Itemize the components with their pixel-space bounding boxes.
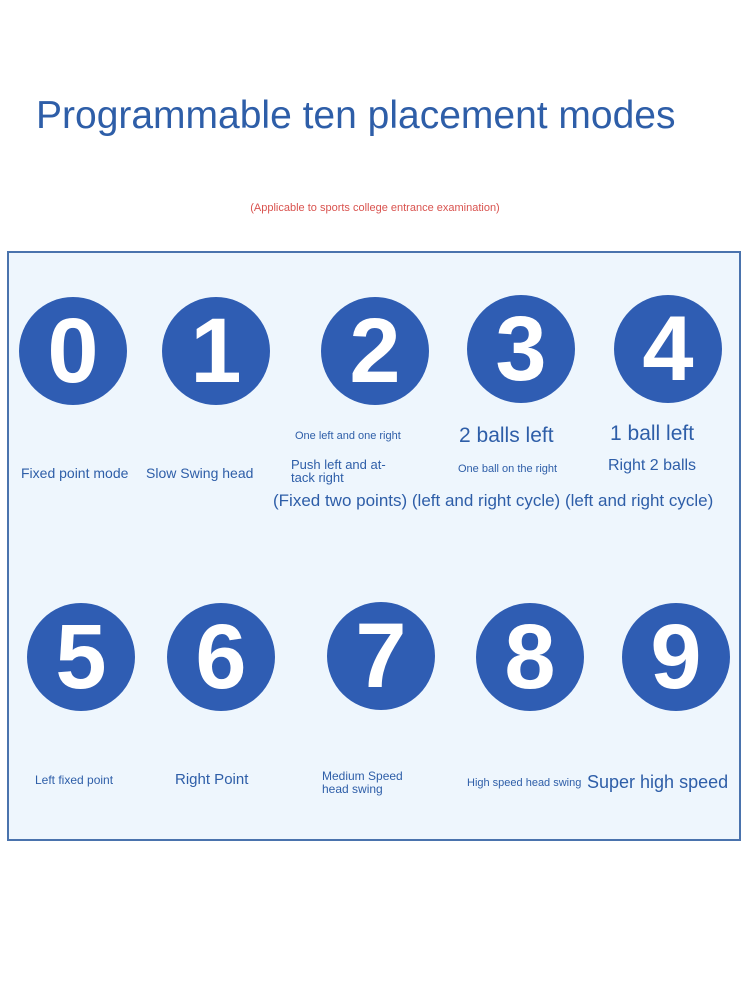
mode-5-number: 5 [27, 603, 135, 711]
mode-7-number: 7 [327, 602, 435, 710]
mode-4-label: Right 2 balls [608, 457, 697, 474]
page-title: Programmable ten placement modes [36, 94, 676, 137]
mode-4-label-top: 1 ball left [610, 422, 695, 445]
mode-6-number: 6 [167, 603, 275, 711]
mode-3-label: One ball on the right [458, 463, 558, 475]
cycle-note: (Fixed two points) (left and right cycle) (left and right cycle) [273, 491, 714, 510]
mode-1-number: 1 [162, 297, 270, 405]
mode-8-label: High speed head swing [467, 777, 582, 789]
mode-7-label-line1: Medium Speed [322, 769, 403, 783]
page-subtitle: (Applicable to sports college entrance examination) [250, 202, 500, 214]
mode-0-number: 0 [19, 297, 127, 405]
mode-3-number: 3 [467, 295, 575, 403]
mode-7-label-line2: head swing [322, 782, 383, 796]
mode-2-number: 2 [321, 297, 429, 405]
mode-2-label-line1: Push left and at- [291, 457, 386, 472]
mode-9-label: Super high speed [587, 772, 729, 792]
mode-9-number: 9 [622, 603, 730, 711]
mode-5-label: Left fixed point [35, 773, 114, 787]
mode-6-label: Right Point [175, 771, 249, 788]
mode-0-label: Fixed point mode [21, 465, 129, 481]
mode-4-number: 4 [614, 295, 722, 403]
mode-8-number: 8 [476, 603, 584, 711]
mode-2-label-line2: tack right [291, 470, 344, 485]
mode-1-label: Slow Swing head [146, 465, 254, 481]
mode-3-label-top: 2 balls left [459, 424, 554, 447]
mode-2-label-top: One left and one right [295, 430, 401, 442]
